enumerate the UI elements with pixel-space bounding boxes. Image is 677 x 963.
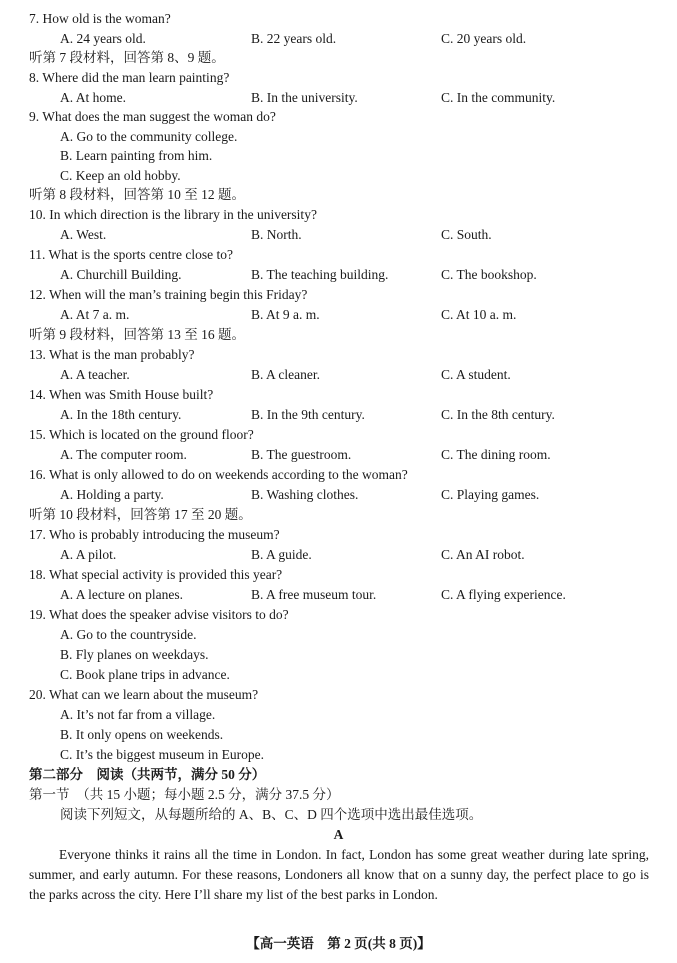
question-7-options <box>0 29 677 49</box>
option-b: B. A cleaner. <box>251 367 320 382</box>
option-c: C. The dining room. <box>441 447 551 462</box>
question-20-option-a <box>0 705 677 725</box>
page-footer: 【高一英语 第 2 页(共 8 页)】 <box>246 936 431 951</box>
question-stem: 7. How old is the woman? <box>29 11 171 26</box>
option-c: C. An AI robot. <box>441 547 525 562</box>
question-9-option-c <box>0 166 677 186</box>
question-9-option-b <box>0 146 677 166</box>
option-b: B. At 9 a. m. <box>251 307 320 322</box>
option-a: A. A lecture on planes. <box>60 587 183 602</box>
question-14-options <box>0 405 677 425</box>
question-19-option-a <box>0 625 677 645</box>
question-stem: 14. When was Smith House built? <box>29 387 214 402</box>
option-a: A. A teacher. <box>60 367 130 382</box>
question-stem: 8. Where did the man learn painting? <box>29 70 230 85</box>
option-b: B. 22 years old. <box>251 31 337 46</box>
passage-title: A <box>333 827 344 842</box>
option-b: B. North. <box>251 227 302 242</box>
question-15-options <box>0 445 677 465</box>
question-12-options <box>0 305 677 325</box>
option-c: C. A student. <box>441 367 511 382</box>
question-stem: 19. What does the speaker advise visitors to do? <box>29 607 289 622</box>
question-20 <box>0 685 677 705</box>
question-14 <box>0 385 677 405</box>
option-a: A. West. <box>60 227 107 242</box>
question-17-options <box>0 545 677 565</box>
question-20-option-c <box>0 745 677 765</box>
question-16-options <box>0 485 677 505</box>
option-a: A. Go to the countryside. <box>60 627 197 642</box>
option-b: B. The teaching building. <box>251 267 389 282</box>
question-stem: 12. When will the man’s training begin this Friday? <box>29 287 308 302</box>
listening-instruction-10: 听第 10 段材料，回答第 17 至 20 题。 <box>29 507 252 522</box>
part-two-heading: 第二部分 阅读（共两节，满分 50 分） <box>29 767 266 782</box>
option-a: A. In the 18th century. <box>60 407 182 422</box>
option-c: C. In the 8th century. <box>441 407 555 422</box>
option-a: A. Holding a party. <box>60 487 164 502</box>
question-16 <box>0 465 677 485</box>
option-c: C. Keep an old hobby. <box>60 168 181 183</box>
option-a: A. The computer room. <box>60 447 187 462</box>
question-19-option-c <box>0 665 677 685</box>
section-one-heading: 第一节 （共 15 小题；每小题 2.5 分，满分 37.5 分） <box>29 787 340 802</box>
question-stem: 11. What is the sports centre close to? <box>29 247 233 262</box>
option-a: A. At home. <box>60 90 126 105</box>
option-b: B. The guestroom. <box>251 447 352 462</box>
option-b: B. Washing clothes. <box>251 487 359 502</box>
option-b: B. Fly planes on weekdays. <box>60 647 209 662</box>
question-17 <box>0 525 677 545</box>
passage-paragraph: Everyone thinks it rains all the time in London. In fact, London has some great weather during late spring, summer, and early autumn. For these reasons, Londoners all know that on a sunny day, the perfect place to go is the parks across the city. Here I’ll share my list of the best parks in London. <box>29 847 649 902</box>
option-a: A. Churchill Building. <box>60 267 182 282</box>
option-c: C. In the community. <box>441 90 556 105</box>
reading-instruction: 阅读下列短文，从每题所给的 A、B、C、D 四个选项中选出最佳选项。 <box>60 807 483 822</box>
question-9-option-a <box>0 127 677 147</box>
question-stem: 18. What special activity is provided this year? <box>29 567 283 582</box>
question-20-option-b <box>0 725 677 745</box>
question-stem: 10. In which direction is the library in the university? <box>29 207 317 222</box>
option-b: B. A free museum tour. <box>251 587 377 602</box>
option-b: B. A guide. <box>251 547 312 562</box>
question-stem: 16. What is only allowed to do on weekends according to the woman? <box>29 467 408 482</box>
option-a: A. At 7 a. m. <box>60 307 130 322</box>
option-a: A. A pilot. <box>60 547 117 562</box>
option-a: A. Go to the community college. <box>60 129 238 144</box>
option-c: C. It’s the biggest museum in Europe. <box>60 747 264 762</box>
question-stem: 13. What is the man probably? <box>29 347 195 362</box>
question-stem: 15. Which is located on the ground floor? <box>29 427 254 442</box>
question-10-options <box>0 225 677 245</box>
option-a: A. 24 years old. <box>60 31 146 46</box>
listening-instruction-8: 听第 8 段材料，回答第 10 至 12 题。 <box>29 187 245 202</box>
listening-instruction-9: 听第 9 段材料，回答第 13 至 16 题。 <box>29 327 245 342</box>
question-13-options <box>0 365 677 385</box>
option-b: B. In the university. <box>251 90 358 105</box>
question-13 <box>0 345 677 365</box>
option-c: C. Book plane trips in advance. <box>60 667 230 682</box>
question-15 <box>0 425 677 445</box>
option-b: B. It only opens on weekends. <box>60 727 224 742</box>
question-18 <box>0 565 677 585</box>
listening-instruction-7: 听第 7 段材料，回答第 8、9 题。 <box>29 50 225 65</box>
option-b: B. In the 9th century. <box>251 407 365 422</box>
question-9 <box>0 107 677 127</box>
option-c: C. Playing games. <box>441 487 540 502</box>
option-a: A. It’s not far from a village. <box>60 707 216 722</box>
option-c: C. A flying experience. <box>441 587 566 602</box>
question-12 <box>0 285 677 305</box>
question-11 <box>0 245 677 265</box>
question-18-options <box>0 585 677 605</box>
option-c: C. At 10 a. m. <box>441 307 517 322</box>
question-11-options <box>0 265 677 285</box>
question-7 <box>0 9 677 29</box>
question-8 <box>0 68 677 88</box>
option-c: C. South. <box>441 227 492 242</box>
option-c: C. 20 years old. <box>441 31 527 46</box>
question-stem: 20. What can we learn about the museum? <box>29 687 259 702</box>
question-19-option-b <box>0 645 677 665</box>
option-c: C. The bookshop. <box>441 267 537 282</box>
question-stem: 17. Who is probably introducing the museum? <box>29 527 280 542</box>
question-stem: 9. What does the man suggest the woman do? <box>29 109 276 124</box>
option-b: B. Learn painting from him. <box>60 148 213 163</box>
question-8-options <box>0 88 677 108</box>
question-19 <box>0 605 677 625</box>
question-10 <box>0 205 677 225</box>
